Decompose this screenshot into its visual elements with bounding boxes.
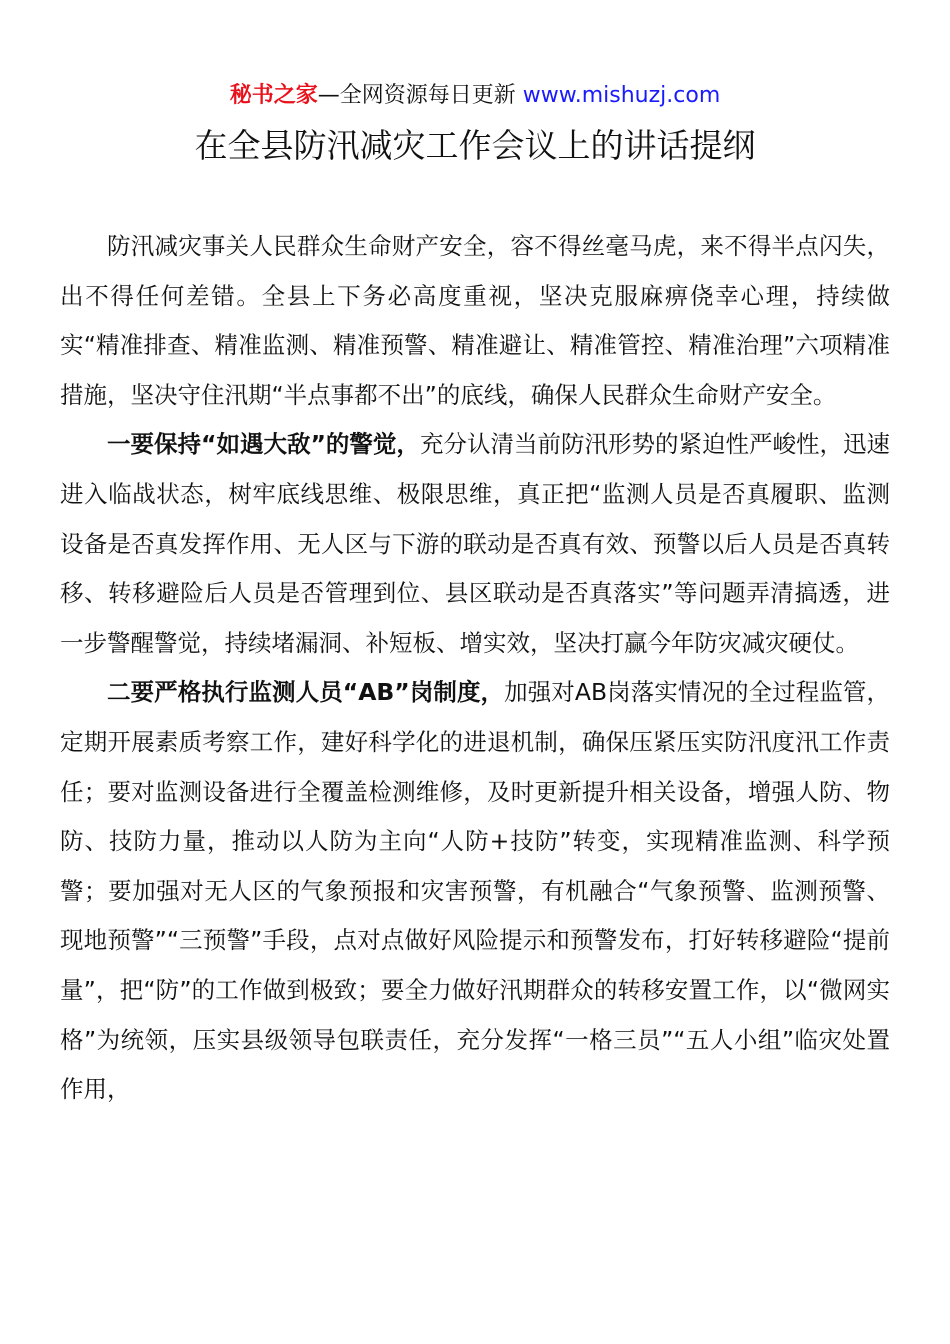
paragraph-point-2 — [60, 668, 890, 1114]
site-header — [0, 80, 950, 112]
paragraph-point-1 — [60, 420, 890, 668]
document-body — [60, 222, 890, 1115]
paragraph-lead: 二要严格执行监测人员“AB”岗制度， — [107, 678, 505, 707]
site-url-link[interactable]: www.mishuzj.com — [522, 83, 721, 108]
paragraph-text: 充分认清当前防汛形势的紧迫性严峻性，迅速进入临战状态，树牢底线思维、极限思维，真正把“监测人员是否真履职、监测设备是否真发挥作用、无人区与下游的联动是否真有效、预警以后人员是否真转移、转移避险后人员是否管理到位、县区联动是否真落实”等问题弄清搞透，进一步警醒警觉，持续堵漏洞、补短板、增实效，坚决打赢今年防灾减灾硬仗。 — [60, 430, 890, 657]
document-title: 在全县防汛减灾工作会议上的讲话提纲 — [194, 126, 756, 165]
paragraph-intro — [60, 222, 890, 420]
paragraph-text: 防汛减灾事关人民群众生命财产安全，容不得丝毫马虎，来不得半点闪失，出不得任何差错。全县上下务必高度重视，坚决克服麻痹侥幸心理，持续做实“精准排查、精准监测、精准预警、精准避让、精准管控、精准治理”六项精准措施，坚决守住汛期“半点事都不出”的底线，确保人民群众生命财产安全。 — [60, 232, 890, 409]
paragraph-lead: 一要保持“如遇大敌”的警觉， — [107, 430, 420, 459]
header-tagline: —全网资源每日更新 — [317, 83, 523, 108]
brand-name: 秘书之家 — [229, 83, 318, 108]
paragraph-text: 加强对AB岗落实情况的全过程监管，定期开展素质考察工作，建好科学化的进退机制，确保压紧压实防汛度汛工作责任；要对监测设备进行全覆盖检测维修，及时更新提升相关设备，增强人防、物防、技防力量，推动以人防为主向“人防+技防”转变，实现精准监测、科学预警；要加强对无人区的气象预报和灾害预警，有机融合“气象预警、监测预警、现地预警”“三预警”手段，点对点做好风险提示和预警发布，打好转移避险“提前量”，把“防”的工作做到极致；要全力做好汛期群众的转移安置工作，以“微网实格”为统领，压实县级领导包联责任，充分发挥“一格三员”“五人小组”临灾处置作用， — [60, 678, 890, 1104]
